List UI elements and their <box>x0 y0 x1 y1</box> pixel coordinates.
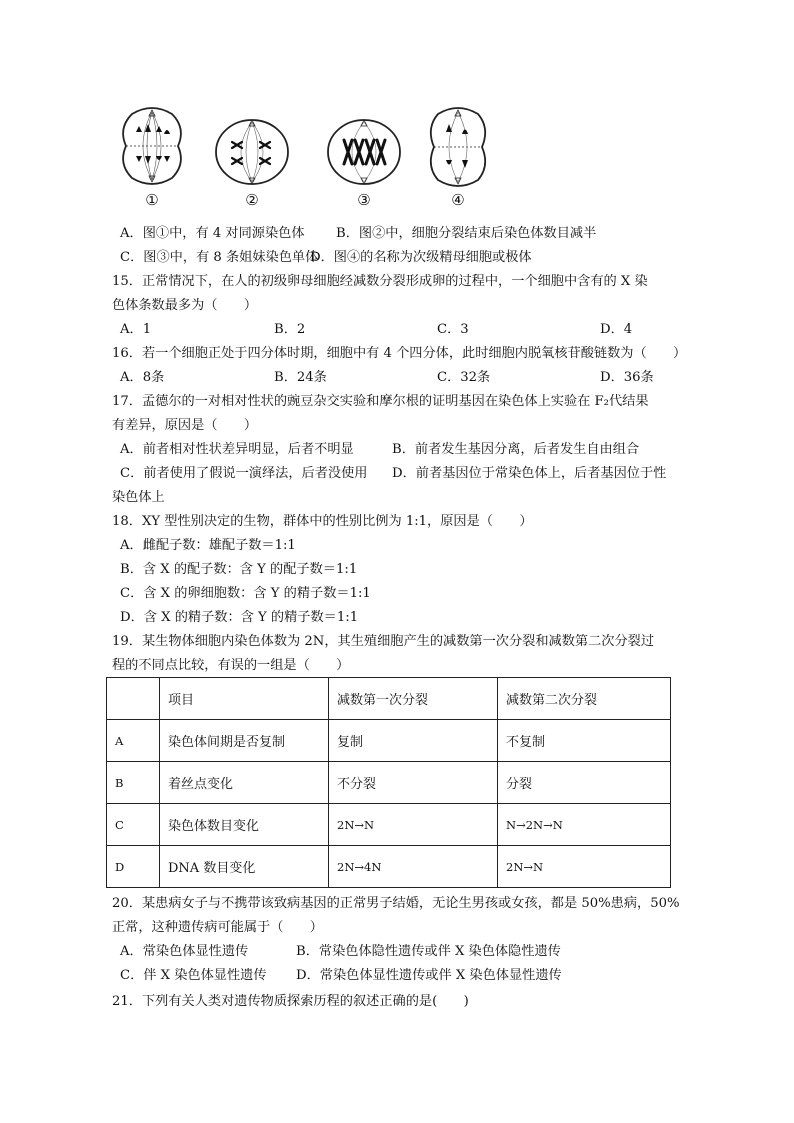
table-row <box>107 846 671 888</box>
table-cell: 着丝点变化 <box>160 762 329 804</box>
q15-option-d: D．4 <box>600 322 633 337</box>
q17-stem-line2: 有差异，原因是（ ） <box>112 418 258 433</box>
figure-2-label: ② <box>245 191 259 209</box>
cell-figure-3-diagram <box>324 116 404 188</box>
q20-option-d: D．常染色体显性遗传或伴 X 染色体显性遗传 <box>296 968 562 983</box>
table-header-cell: 减数第一次分裂 <box>329 678 498 720</box>
q17-option-d-line2: 染色体上 <box>112 490 165 505</box>
q18-option-b: B．含 X 的配子数：含 Y 的配子数＝1:1 <box>120 562 358 577</box>
q17-stem-line1: 17．孟德尔的一对相对性状的豌豆杂交实验和摩尔根的证明基因在染色体上实验在 F₂代结果 <box>112 394 649 409</box>
q18-option-a: A．雌配子数：雄配子数＝1:1 <box>120 538 296 553</box>
q15-option-c: C．3 <box>437 322 469 337</box>
q16-option-d: D．36条 <box>600 370 654 385</box>
table-cell: 2N→4N <box>329 846 498 888</box>
q16-stem: 16．若一个细胞正处于四分体时期，细胞中有 4 个四分体，此时细胞内脱氧核苷酸链数为（ ） <box>112 346 687 361</box>
figure-1 <box>112 104 192 209</box>
cell-figure-4-diagram <box>420 104 496 190</box>
q17-option-d-line1: D．前者基因位于常染色体上，后者基因位于性 <box>392 466 667 481</box>
table-cell: D <box>107 846 160 888</box>
figure-1-label: ① <box>145 191 159 209</box>
table-cell: 复制 <box>329 720 498 762</box>
q20-stem-line1: 20．某患病女子与不携带该致病基因的正常男子结婚，无论生男孩或女孩，都是 50%患病，50% <box>112 896 680 911</box>
table-header-cell: 减数第二次分裂 <box>498 678 671 720</box>
table-cell: C <box>107 804 160 846</box>
table-header-cell: 项目 <box>160 678 329 720</box>
q14-option-a: A．图①中，有 4 对同源染色体 <box>120 226 305 241</box>
q20-option-b: B．常染色体隐性遗传或伴 X 染色体隐性遗传 <box>296 944 561 959</box>
table-row <box>107 720 671 762</box>
table-cell: 不复制 <box>498 720 671 762</box>
q19-comparison-table <box>106 677 671 888</box>
q15-stem-line1: 15．正常情况下，在人的初级卵母细胞经减数分裂形成卵的过程中，一个细胞中含有的 X 染 <box>112 274 648 289</box>
figure-2 <box>212 116 292 209</box>
q15-stem-line2: 色体条数最多为（ ） <box>112 298 258 313</box>
q18-stem: 18．XY 型性别决定的生物，群体中的性别比例为 1:1，原因是（ ） <box>112 514 533 529</box>
q18-option-d: D．含 X 的精子数：含 Y 的精子数＝1:1 <box>120 610 359 625</box>
table-cell: 不分裂 <box>329 762 498 804</box>
q17-option-c: C．前者使用了假说一演绎法，后者没使用 <box>120 466 368 481</box>
table-header-row <box>107 678 671 720</box>
cell-figure-1-diagram <box>112 104 192 188</box>
table-cell: 染色体间期是否复制 <box>160 720 329 762</box>
table-cell: 2N→N <box>329 804 498 846</box>
q19-stem-line1: 19．某生物体细胞内染色体数为 2N，其生殖细胞产生的减数第一次分裂和减数第二次分裂过 <box>112 634 655 649</box>
figure-3 <box>324 116 404 209</box>
q14-option-c: C．图③中，有 8 条姐妹染色单体 <box>120 250 319 265</box>
table-cell: B <box>107 762 160 804</box>
q20-option-c: C．伴 X 染色体显性遗传 <box>120 968 267 983</box>
q16-option-a: A．8条 <box>120 370 165 385</box>
q14-option-b: B．图②中，细胞分裂结束后染色体数目减半 <box>336 226 597 241</box>
figure-4 <box>420 104 496 209</box>
table-cell: 2N→N <box>498 846 671 888</box>
q18-option-c: C．含 X 的卵细胞数：含 Y 的精子数＝1:1 <box>120 586 371 601</box>
q15-option-a: A．1 <box>120 322 152 337</box>
table-cell: N→2N→N <box>498 804 671 846</box>
table-row <box>107 762 671 804</box>
table-row <box>107 804 671 846</box>
q19-stem-line2: 程的不同点比较，有误的一组是（ ） <box>112 658 350 673</box>
q17-option-a: A．前者相对性状差异明显，后者不明显 <box>120 442 354 457</box>
table-cell: 分裂 <box>498 762 671 804</box>
table-cell: A <box>107 720 160 762</box>
table-cell: 染色体数目变化 <box>160 804 329 846</box>
cell-figure-2-diagram <box>212 116 292 188</box>
q15-option-b: B．2 <box>274 322 306 337</box>
figure-4-label: ④ <box>451 191 465 209</box>
q16-option-b: B．24条 <box>274 370 327 385</box>
q20-option-a: A．常染色体显性遗传 <box>120 944 249 959</box>
q17-option-b: B．前者发生基因分离，后者发生自由组合 <box>392 442 640 457</box>
table-cell: DNA 数目变化 <box>160 846 329 888</box>
table-header-cell <box>107 678 160 720</box>
q16-option-c: C．32条 <box>437 370 491 385</box>
figure-3-label: ③ <box>357 191 371 209</box>
q21-stem: 21．下列有关人类对遗传物质探索历程的叙述正确的是( ) <box>112 994 469 1009</box>
q20-stem-line2: 正常，这种遗传病可能属于（ ） <box>112 920 323 935</box>
cell-division-figures <box>112 104 512 214</box>
q14-option-d: D．图④的名称为次级精母细胞或极体 <box>310 250 532 265</box>
